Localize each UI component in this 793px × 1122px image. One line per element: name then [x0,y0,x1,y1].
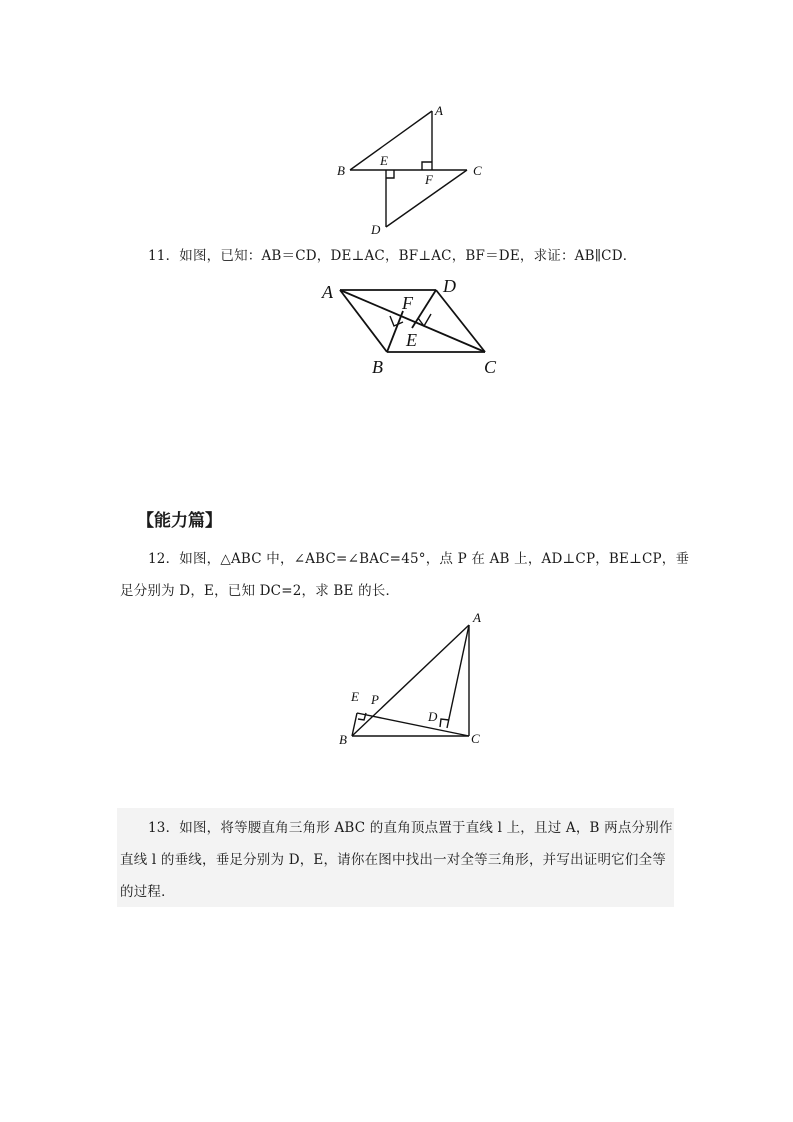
fig10-label-E: E [380,153,388,168]
fig10-label-B: B [337,163,345,178]
fig10-label-A: A [435,103,443,118]
q12-text-line1: 12．如图，△ABC 中，∠ABC=∠BAC=45°，点 P 在 AB 上，AD⊥CP，BE⊥CP，垂 [148,551,690,567]
fig10-label-D: D [371,222,381,237]
q13-text-line3: 的过程． [120,884,175,900]
fig12-label-C: C [471,731,480,746]
fig12-label-B: B [339,732,347,747]
fig11-label-F: F [402,293,413,313]
q13-text-line1: 13．如图，将等腰直角三角形 ABC 的直角顶点置于直线 l 上，且过 A，B 两点分别作 [148,820,673,836]
fig12-label-E: E [351,689,359,704]
fig11-label-B: B [372,357,383,377]
q13-text-line2: 直线 l 的垂线，垂足分别为 D，E，请你在图中找出一对全等三角形，并写出证明它们全等 [120,852,666,868]
fig11-label-D: D [443,276,456,296]
section-title-ability: 【能力篇】 [137,511,222,531]
fig12-label-P: P [371,692,379,707]
figure-q12-lines [352,625,469,736]
fig10-label-F: F [425,172,433,187]
fig11-label-E: E [406,330,417,350]
q11-text: 11．如图，已知：AB＝CD，DE⊥AC，BF⊥AC，BF＝DE，求证：AB∥CD． [148,248,637,264]
fig11-label-C: C [484,357,497,377]
fig12-label-A: A [473,610,481,625]
q12-text-line2: 足分别为 D，E，已知 DC=2，求 BE 的长． [120,583,400,599]
fig12-label-D: D [428,709,438,724]
fig10-label-C: C [473,163,482,178]
fig11-label-A: A [322,282,333,302]
